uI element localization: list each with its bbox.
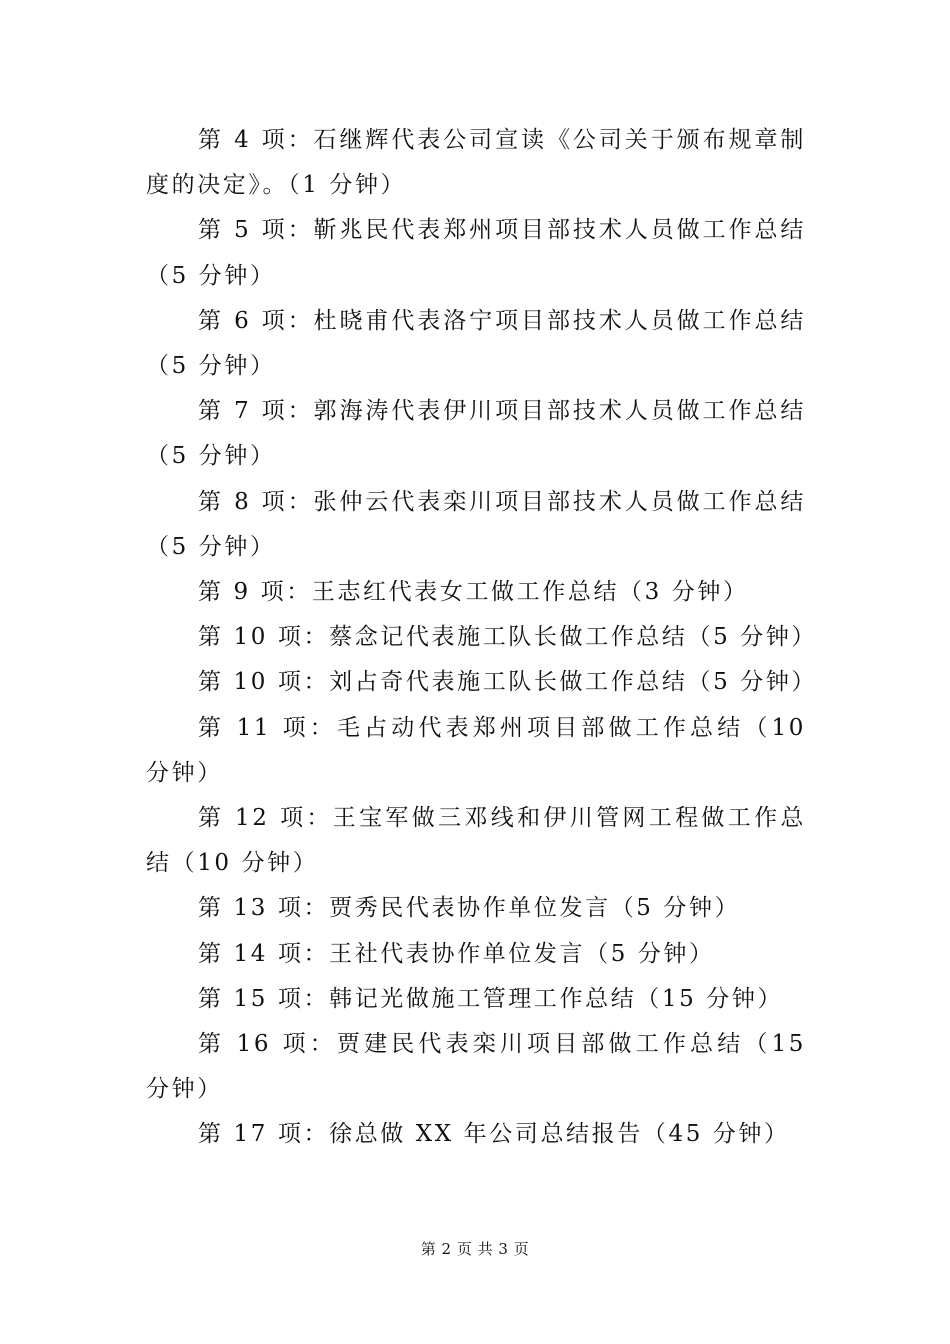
- agenda-item-12: 第 12 项：王宝军做三邓线和伊川管网工程做工作总结（10 分钟）: [146, 805, 806, 877]
- page-number-footer: 第 2 页 共 3 页: [420, 1240, 530, 1258]
- document-body: [146, 118, 818, 1158]
- agenda-item-7: 第 7 项：郭海涛代表伊川项目部技术人员做工作总结（5 分钟）: [146, 398, 806, 470]
- agenda-item-5: 第 5 项：靳兆民代表郑州项目部技术人员做工作总结（5 分钟）: [146, 217, 806, 289]
- agenda-item-13: 第 13 项：贾秀民代表协作单位发言（5 分钟）: [198, 895, 741, 922]
- agenda-item-15: 第 15 项：韩记光做施工管理工作总结（15 分钟）: [198, 985, 784, 1012]
- agenda-item-11: 第 11 项：毛占动代表郑州项目部做工作总结（10 分钟）: [146, 714, 806, 786]
- agenda-item-8: 第 8 项：张仲云代表栾川项目部技术人员做工作总结（5 分钟）: [146, 488, 806, 560]
- agenda-item-16: 第 16 项：贾建民代表栾川项目部做工作总结（15 分钟）: [146, 1031, 806, 1103]
- agenda-item-17: 第 17 项：徐总做 XX 年公司总结报告（45 分钟）: [198, 1121, 790, 1148]
- agenda-item-10a: 第 10 项：蔡念记代表施工队长做工作总结（5 分钟）: [198, 624, 818, 651]
- agenda-item-10b: 第 10 项：刘占奇代表施工队长做工作总结（5 分钟）: [198, 669, 818, 696]
- agenda-item-9: 第 9 项：王志红代表女工做工作总结（3 分钟）: [198, 579, 749, 606]
- agenda-item-14: 第 14 项：王社代表协作单位发言（5 分钟）: [198, 940, 715, 967]
- agenda-item-6: 第 6 项：杜晓甫代表洛宁项目部技术人员做工作总结（5 分钟）: [146, 307, 806, 380]
- agenda-item-4: 第 4 项：石继辉代表公司宣读《公司关于颁布规章制度的决定》。（1 分钟）: [146, 127, 806, 199]
